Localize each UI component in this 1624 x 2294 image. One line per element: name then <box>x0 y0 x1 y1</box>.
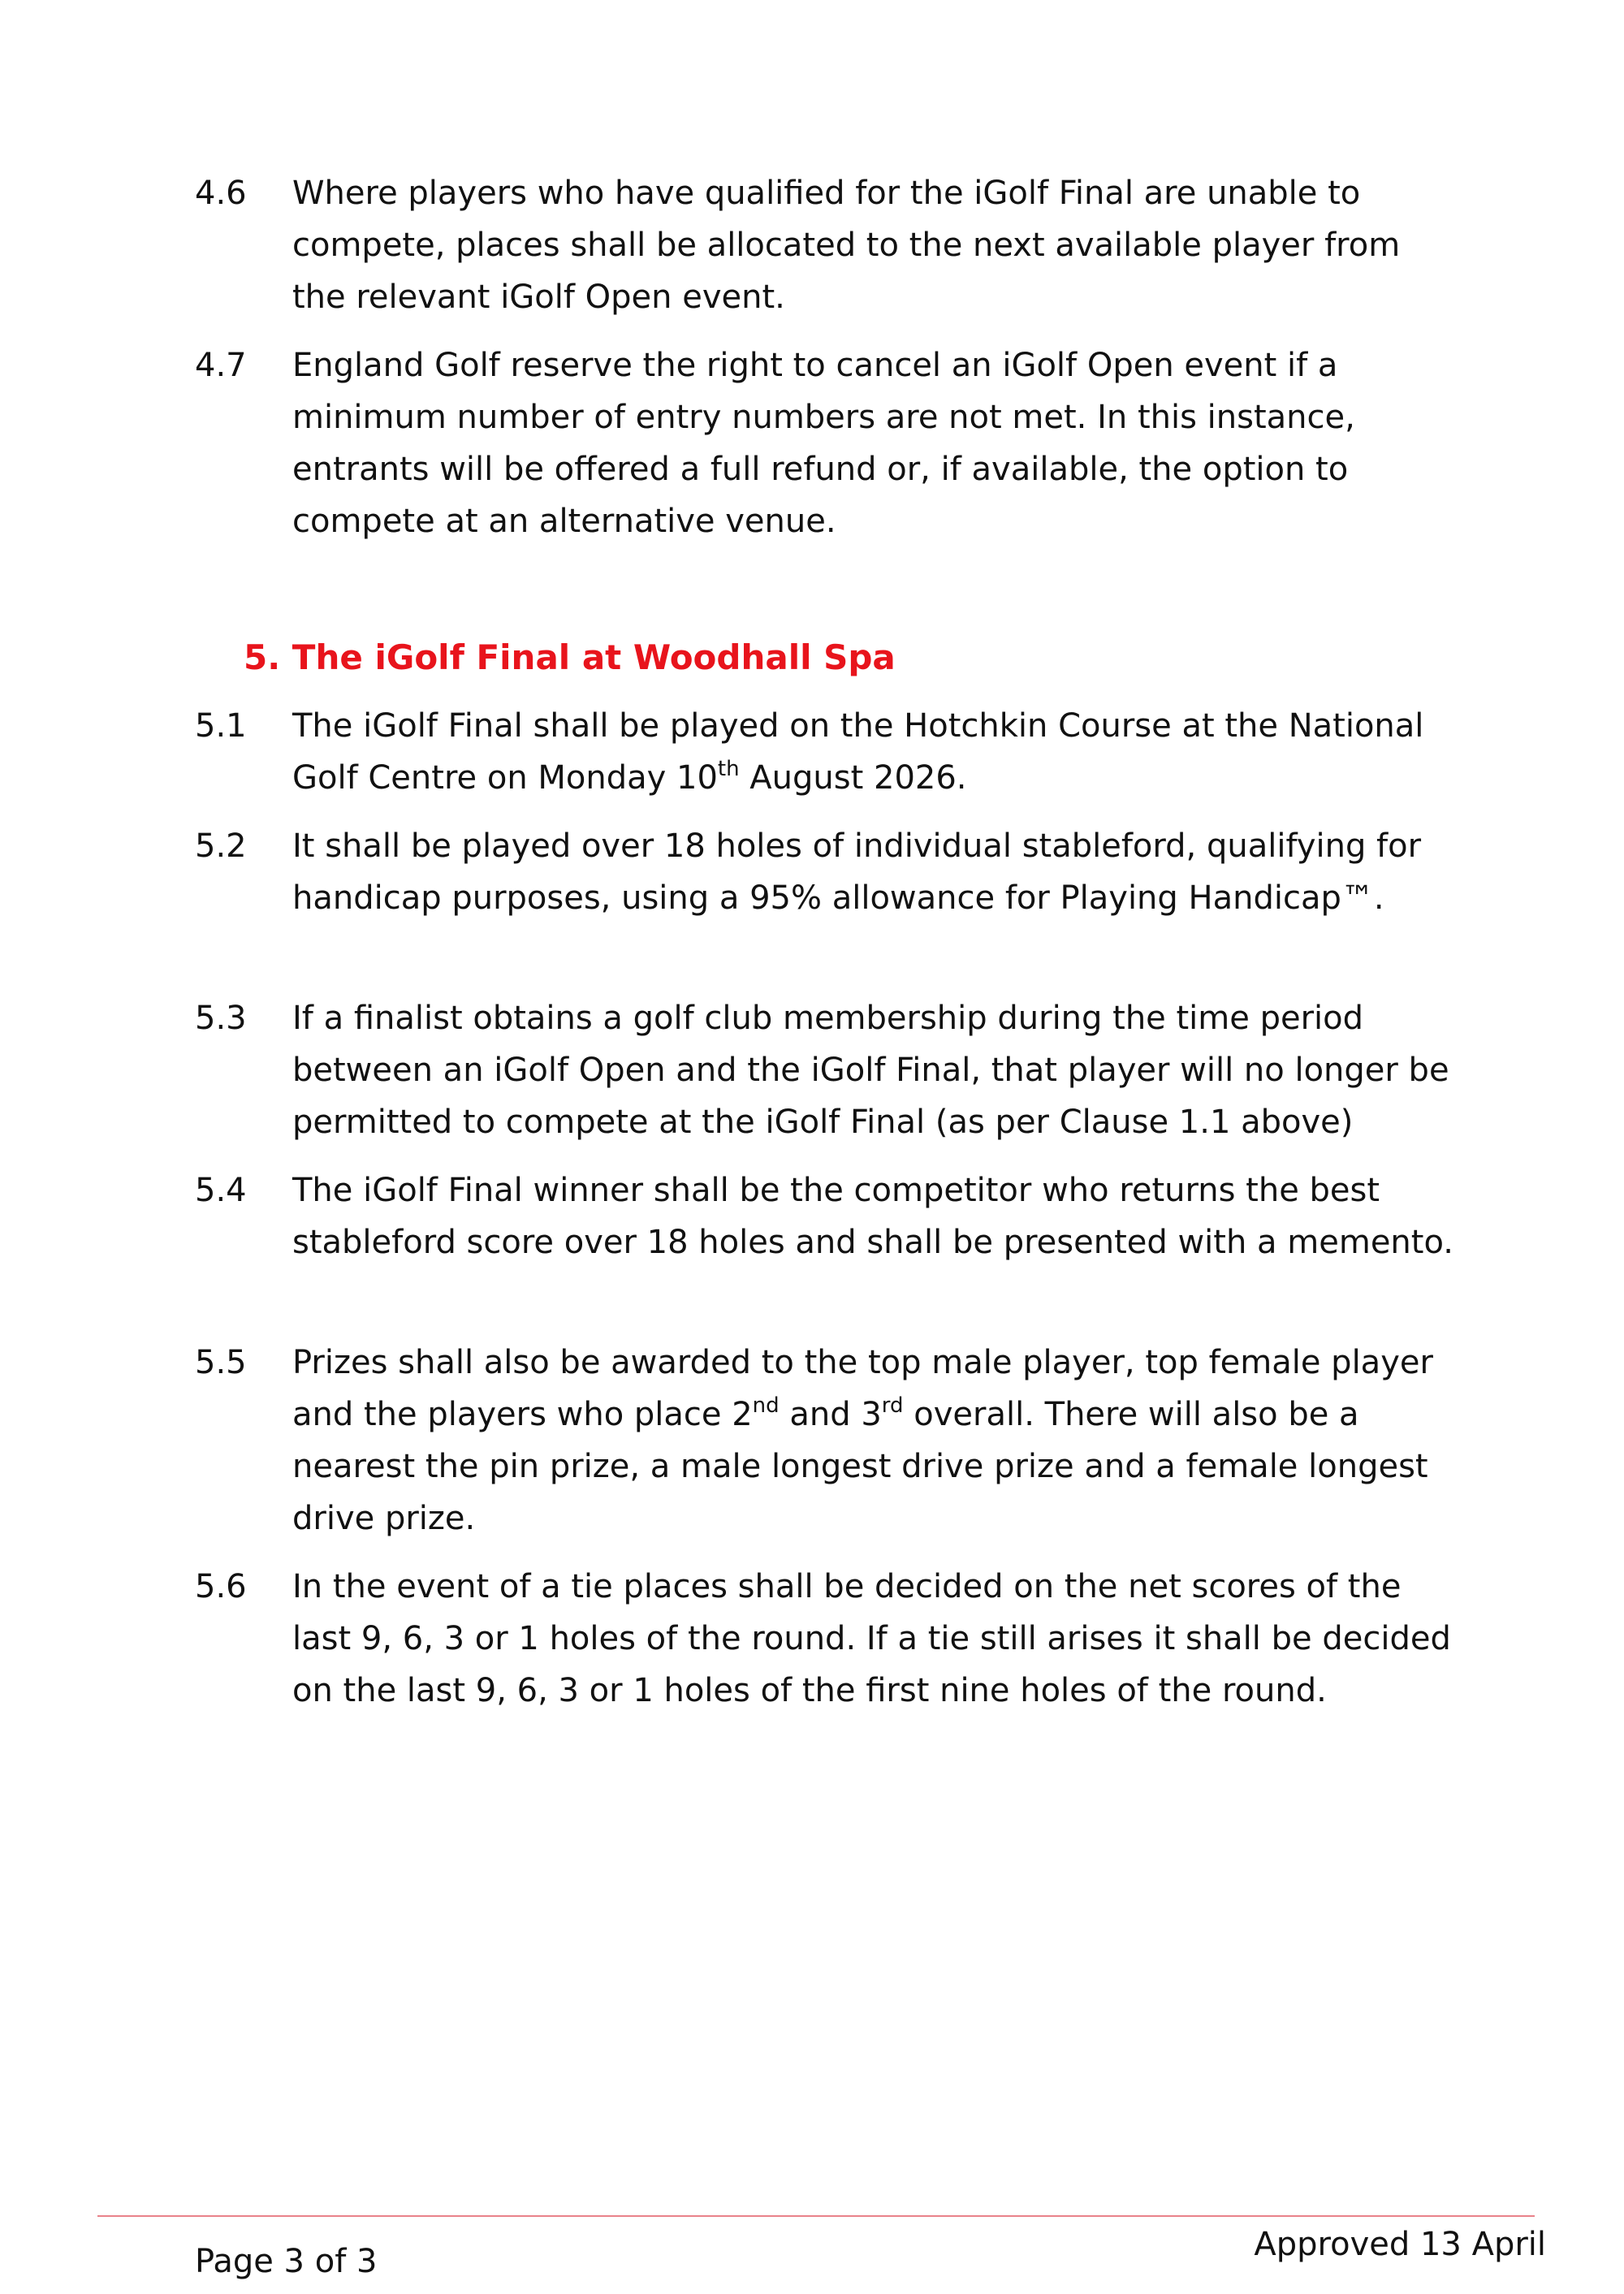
clause-number: 5.4 <box>195 1172 247 1209</box>
clause-number: 5.3 <box>195 1000 247 1037</box>
clause-number: 4.7 <box>195 347 247 384</box>
superscript: nd <box>752 1393 780 1418</box>
clause-text: If a finalist obtains a golf club membership during the time period between an iGolf Open and the iGolf Final, that player will no longer be permitted to compete at the iGolf Final (as per Clause 1.1 above) <box>292 1000 1449 1141</box>
superscript: rd <box>881 1393 904 1418</box>
clause-number: 5.5 <box>195 1344 247 1381</box>
clause-5-3 <box>195 992 1462 1148</box>
footer-approved-date: Approved 13 April <box>1254 2226 1546 2263</box>
superscript: th <box>717 756 740 781</box>
clause-text: England Golf reserve the right to cancel an iGolf Open event if a minimum number of entry numbers are not met. In this instance, entrants will be offered a full refund or, if available, the option to compete at an alternative venue. <box>292 347 1355 540</box>
footer-page-number: Page 3 of 3 <box>195 2243 378 2280</box>
clause-text: In the event of a tie places shall be decided on the net scores of the last 9, 6, 3 or 1 holes of the round. If a tie still arises it shall be decided on the last 9, 6, 3 or 1 holes of the first nine holes of the round. <box>292 1568 1451 1709</box>
clause-number: 5.2 <box>195 827 247 865</box>
clause-5-6 <box>195 1561 1462 1717</box>
clause-number: 5.6 <box>195 1568 247 1605</box>
clause-4-6 <box>195 167 1462 323</box>
clause-text: Where players who have qualified for the iGolf Final are unable to compete, places shall be allocated to the next available player from the relevant iGolf Open event. <box>292 175 1401 316</box>
clause-text: Prizes shall also be awarded to the top male player, top female player and the players who place 2nd and 3rd overall. There will also be a nearest the pin prize, a male longest drive prize and a female longest drive prize. <box>292 1344 1433 1537</box>
clause-4-7 <box>195 339 1462 547</box>
clause-number: 5.1 <box>195 707 247 745</box>
section-heading: 5. The iGolf Final at Woodhall Spa <box>244 637 896 677</box>
clause-5-1 <box>195 700 1462 804</box>
clause-5-5 <box>195 1337 1462 1544</box>
clause-text: The iGolf Final winner shall be the competitor who returns the best stableford score over 18 holes and shall be presented with a memento. <box>292 1172 1453 1261</box>
footer-divider <box>97 2215 1535 2217</box>
clause-text: It shall be played over 18 holes of individual stableford, qualifying for handicap purposes, using a 95% allowance for Playing Handicap™. <box>292 827 1422 917</box>
clause-5-2 <box>195 820 1462 924</box>
clause-number: 4.6 <box>195 175 247 212</box>
clause-5-4 <box>195 1164 1462 1268</box>
clause-text: The iGolf Final shall be played on the Hotchkin Course at the National Golf Centre on Monday 10th August 2026. <box>292 707 1424 797</box>
